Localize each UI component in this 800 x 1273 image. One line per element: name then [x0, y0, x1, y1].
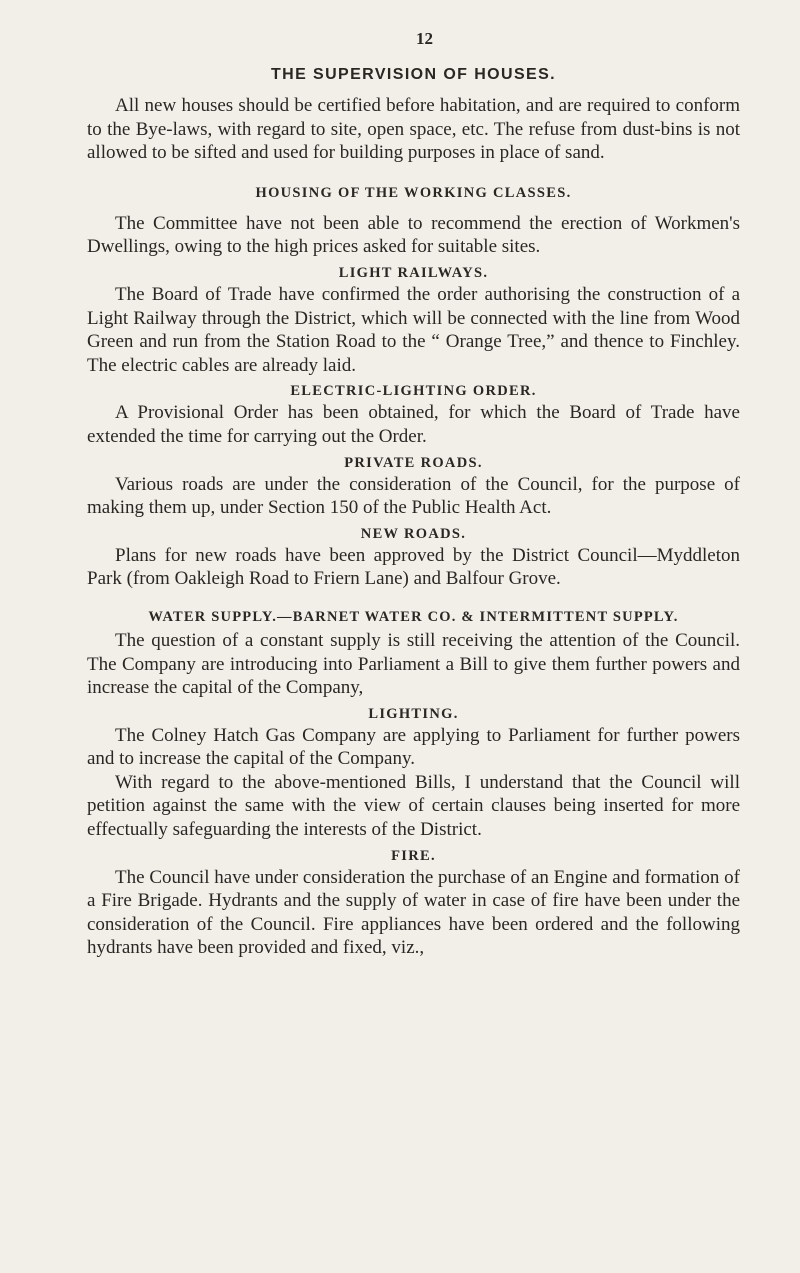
- heading-water-supply: WATER SUPPLY.—BARNET WATER CO. & INTERMITTENT SUPPLY.: [148, 608, 679, 625]
- heading-electric-lighting-order: ELECTRIC-LIGHTING ORDER.: [290, 383, 537, 400]
- paragraph-light-railways: The Board of Trade have confirmed the order authorising the construction of a Light Railway through the District, which will be connected with the line from Wood Green and run from the Station Road to the “ Orange Tree,” and thence to Finchley. The electric cables are already laid.: [87, 283, 740, 376]
- paragraph-new-roads: Plans for new roads have been approved by the District Council—Myddleton Park (from Oakleigh Road to Friern Lane) and Balfour Grove.: [87, 544, 740, 590]
- paragraph-electric-lighting-order: A Provisional Order has been obtained, for which the Board of Trade have extended the time for carrying out the Order.: [87, 402, 740, 447]
- paragraph-supervision-of-houses: All new houses should be certified before habitation, and are required to conform to the Bye-laws, with regard to site, open space, etc. The refuse from dust-bins is not allowed to be sifted and used for building purposes in place of sand.: [87, 95, 740, 164]
- paragraph-water-supply: The question of a constant supply is still receiving the attention of the Council. The Company are introducing into Parliament a Bill to give them further powers and increase the capital of the Company,: [87, 629, 740, 699]
- paragraph-lighting-bills: With regard to the above-mentioned Bills, I understand that the Council will petition against the same with the view of certain clauses being inserted for more effectually safeguarding the interests of the District.: [87, 771, 740, 841]
- heading-lighting: LIGHTING.: [368, 705, 459, 722]
- paragraph-private-roads: Various roads are under the consideration of the Council, for the purpose of making them up, under Section 150 of the Public Health Act.: [87, 473, 740, 519]
- heading-private-roads: PRIVATE ROADS.: [344, 454, 483, 471]
- heading-new-roads: NEW ROADS.: [360, 525, 467, 542]
- paragraph-fire: The Council have under consideration the purchase of an Engine and formation of a Fire Brigade. Hydrants and the supply of water in case of fire have been under the consideration of the Council. Fire appliances have been ordered and the following hydrants have been provided and fixed, viz.,: [87, 866, 740, 959]
- heading-housing-working-classes: HOUSING OF THE WORKING CLASSES.: [255, 184, 572, 201]
- page-number: 12: [416, 29, 433, 48]
- heading-fire: FIRE.: [391, 847, 436, 864]
- paragraph-housing-working-classes: The Committee have not been able to recommend the erection of Workmen's Dwellings, owing to the high prices asked for suitable sites.: [87, 212, 740, 258]
- heading-light-railways: LIGHT RAILWAYS.: [338, 264, 489, 281]
- heading-supervision-of-houses: THE SUPERVISION OF HOUSES.: [270, 66, 557, 83]
- paragraph-lighting: The Colney Hatch Gas Company are applying to Parliament for further powers and to increase the capital of the Company.: [87, 724, 740, 770]
